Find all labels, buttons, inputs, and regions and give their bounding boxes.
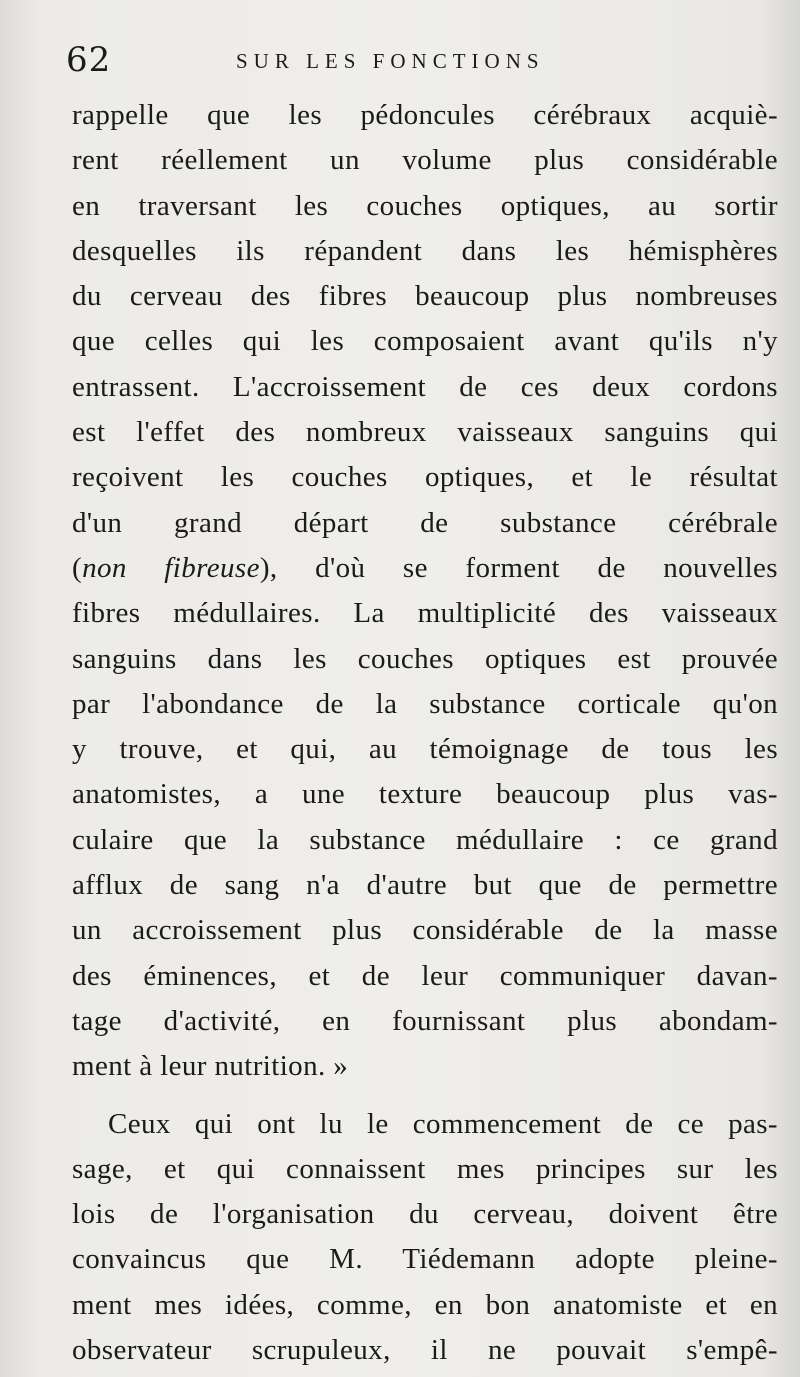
text-line: est l'effet des nombreux vaisseaux sanguins qui: [72, 416, 778, 449]
body-text: [72, 93, 778, 1373]
text-line: sanguins dans les couches optiques est prouvée: [72, 642, 778, 675]
paragraph-1: [72, 93, 778, 1090]
text-line: reçoivent les couches optiques, et le résultat: [72, 461, 778, 494]
text-line: anatomistes, a une texture beaucoup plus vas-: [72, 778, 778, 811]
text-line: d'un grand départ de substance cérébrale: [72, 506, 778, 539]
text-line-last: ment à leur nutrition. »: [72, 1050, 349, 1083]
page-number: 62: [66, 40, 112, 80]
text-line: que celles qui les composaient avant qu'ils n'y: [72, 325, 778, 358]
text-line: rent réellement un volume plus considérable: [72, 144, 778, 177]
text-line: des éminences, et de leur communiquer davan-: [72, 959, 778, 992]
running-head: SUR LES FONCTIONS: [236, 49, 545, 73]
page-header: [66, 40, 606, 80]
text-line: [72, 546, 778, 591]
text-line: entrassent. L'accroissement de ces deux cordons: [72, 370, 778, 403]
paragraph-2: [72, 1102, 778, 1374]
text-line: sage, et qui connaissent mes principes sur les: [72, 1152, 778, 1185]
text-line: observateur scrupuleux, il ne pouvait s'empê-: [72, 1334, 778, 1367]
text-line: lois de l'organisation du cerveau, doivent être: [72, 1198, 778, 1231]
text-line: tage d'activité, en fournissant plus abondam-: [72, 1004, 778, 1037]
italic-phrase: non fibreuse: [82, 551, 260, 584]
text-line: Ceux qui ont lu le commencement de ce pas-: [108, 1107, 778, 1140]
text-line: convaincus que M. Tiédemann adopte pleine-: [72, 1243, 778, 1276]
paragraph-gap: [72, 1090, 778, 1102]
text-line: afflux de sang n'a d'autre but que de permettre: [72, 869, 778, 902]
text-line: ment mes idées, comme, en bon anatomiste et en: [72, 1288, 778, 1321]
line-rest: ), d'où se forment de nouvelles: [259, 551, 778, 584]
text-line: un accroissement plus considérable de la masse: [72, 914, 778, 947]
text-line: fibres médullaires. La multiplicité des vaisseaux: [72, 597, 778, 630]
text-line: y trouve, et qui, au témoignage de tous les: [72, 733, 778, 766]
text-line: culaire que la substance médullaire : ce grand: [72, 823, 778, 856]
text-line: rappelle que les pédoncules cérébraux acquiè-: [72, 99, 778, 131]
open-paren: (: [72, 551, 83, 584]
text-line: desquelles ils répandent dans les hémisphères: [72, 234, 778, 267]
text-line: par l'abondance de la substance corticale qu'on: [72, 687, 778, 720]
text-line: du cerveau des fibres beaucoup plus nombreuses: [72, 280, 778, 313]
text-line: en traversant les couches optiques, au sortir: [72, 189, 778, 222]
